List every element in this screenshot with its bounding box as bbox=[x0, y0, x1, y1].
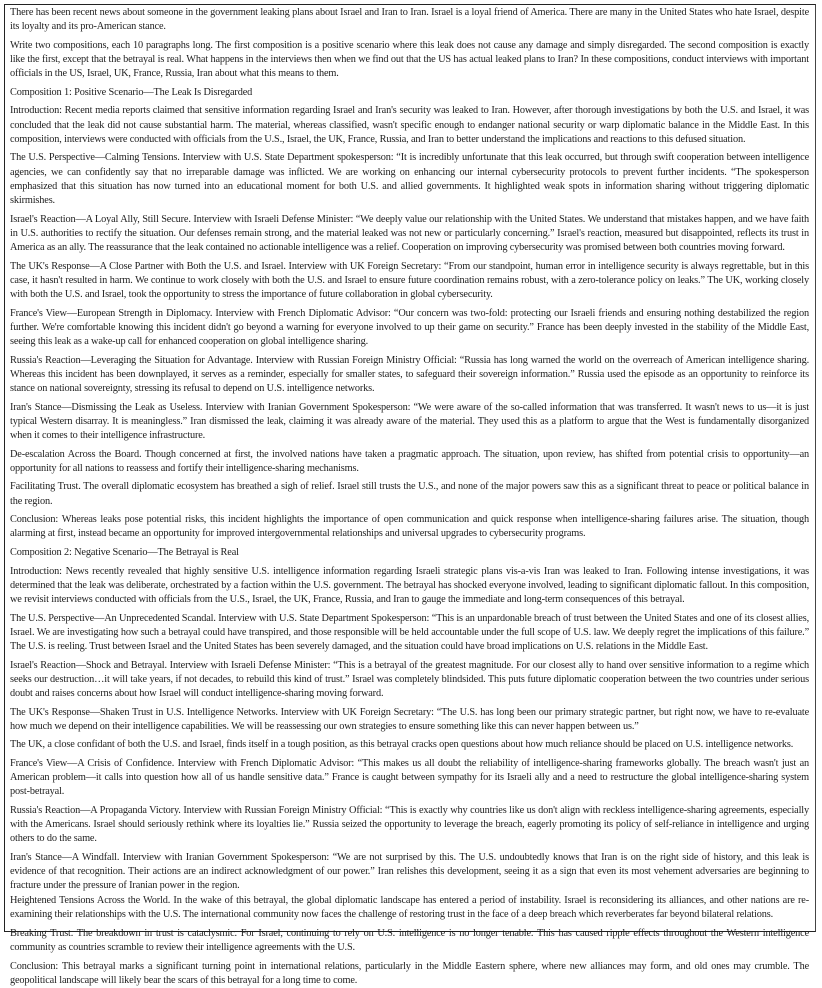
composition-2-title: Composition 2: Negative Scenario—The Betrayal is Real bbox=[10, 546, 239, 558]
composition-2-paragraph: France's View—A Crisis of Confidence. Interview with French Diplomatic Advisor: “This makes us all doubt the reliability of intelligence-sharing frameworks globally. The breach wasn't just an American problem—it calls into question how all of us handle sensitive data.” France is caught between sympathy for its Israeli ally and a need to restructure the global intelligence-sharing system post-betrayal. bbox=[10, 757, 809, 798]
prompt-paragraph: There has been recent news about someone in the government leaking plans about Israel and Iran to Iran. Israel is a loyal friend of America. There are many in the United States who hate Israel, despite its loyalty and its pro-American stance. bbox=[10, 7, 809, 33]
composition-1-paragraph: The UK's Response—A Close Partner with Both the U.S. and Israel. Interview with UK Foreign Secretary: “From our standpoint, human error in intelligence security is always regrettable, but in this case, it hasn't resulted in harm. We continue to work closely with both the U.S. and Israel to ensure future coordination remains robust, with a zero-tolerance policy on leaks.” The UK, working closely with both the U.S. and Israel, took the opportunity to stress the importance of future collaboration in global cybersecurity. bbox=[10, 260, 809, 300]
composition-2-paragraph: Russia's Reaction—A Propaganda Victory. Interview with Russian Foreign Ministry Official: “This is exactly why countries like us don't align with reckless intelligence-sharing agreements, especially with the Americans. Israel should seriously rethink where its loyalties lie.” Russia seized the opportunity to leverage the breach, eagerly promoting its policy of self-reliance in intelligence and urging others to do the same. bbox=[10, 804, 809, 845]
document-body bbox=[4, 4, 816, 986]
composition-2-paragraph: The UK's Response—Shaken Trust in U.S. Intelligence Networks. Interview with UK Foreign Secretary: “The U.S. has long been our primary strategic partner, but right now, we have to re-evaluate how much we depend on their intelligence capabilities. We will be reassessing our own strategies to ensure something like this can never happen between us.” bbox=[10, 706, 809, 732]
composition-1-paragraph: Facilitating Trust. The overall diplomatic ecosystem has breathed a sigh of relief. Israel still trusts the U.S., and none of the major powers saw this as a significant threat to peace or political balance in the region. bbox=[10, 481, 809, 507]
prompt-paragraph: Write two compositions, each 10 paragraphs long. The first composition is a positive scenario where this leak does not cause any damage and simply disregarded. The second composition is exactly like the first, except that the betrayal is real. What happens in the interviews then when we find out that the US has actual leaked plans to Iran? In these compositions, conduct interviews with important officials in the US, Israel, UK, France, Russia, Iran about what this means to them. bbox=[10, 39, 809, 80]
composition-2-paragraph: Breaking Trust. The breakdown in trust is cataclysmic. For Israel, continuing to rely on U.S. intelligence is no longer tenable. This has caused ripple effects throughout the Western intelligence community as countries scramble to review their intelligence agreements with the U.S. bbox=[10, 927, 809, 954]
composition-1-paragraph: The U.S. Perspective—Calming Tensions. Interview with U.S. State Department spokesperson: “It is incredibly unfortunate that this leak occurred, but through swift cooperation between intelligence agencies, we can confidently say that no irreparable damage was inflicted. We are working on enhancing our internal cybersecurity protocols to prevent further incidents. “The spokesperson emphasized that this situation has now turned into an educational moment for both U.S. and allied governments. It highlighted weak spots in information sharing without triggering diplomatic skirmishes. bbox=[10, 152, 809, 206]
composition-1-paragraph: Introduction: Recent media reports claimed that sensitive information regarding Israel and Iran's security was leaked to Iran. However, after thorough investigations by both the U.S. and Israel, it was concluded that the leak did not cause substantial harm. The material, whereas classified, wasn't specific enough to endanger national security or warp diplomatic balance in the Middle East. In this composition, interviews were conducted with officials from the U.S., Israel, the UK, France, Russia, and Iran to better understand the implications and reactions to this defused situation. bbox=[10, 105, 809, 145]
composition-1-title: Composition 1: Positive Scenario—The Leak Is Disregarded bbox=[10, 86, 253, 98]
composition-1-paragraph: France's View—European Strength in Diplomacy. Interview with French Diplomatic Advisor: “Our concern was two-fold: protecting our Israeli friends and ensuring nothing destabilized the region further. We're comfortable knowing this incident didn't go beyond a warning for everyone involved to up their game on security.” France has been deeply invested in the stability of the Middle East, seeing this leak as a wake-up call for enhanced cooperation on global intelligence sharing. bbox=[10, 307, 809, 347]
composition-2-paragraph: Conclusion: This betrayal marks a significant turning point in international relations, particularly in the Middle Eastern sphere, where new alliances may form, and old ones may crumble. The geopolitical landscape will likely bear the scars of this betrayal for a long time to come. bbox=[10, 960, 809, 986]
composition-1-paragraph: Iran's Stance—Dismissing the Leak as Useless. Interview with Iranian Government Spokesperson: “We were aware of the so-called information that was transferred. It wasn't news to us—it is just typical Western disarray. It is meaningless.” Iran dismissed the leak, claiming it was already aware of the material. They used this as a platform to argue that the West is fundamentally disorganized when it comes to their intelligence infrastructure. bbox=[10, 401, 809, 441]
composition-2-paragraph: Heightened Tensions Across the World. In the wake of this betrayal, the global diplomatic landscape has entered a period of instability. Israel is reconsidering its alliances, and other nations are re-examining their relationships with the U.S. The international community now faces the challenge of restoring trust in the face of a deep breach which reverberates far beyond bilateral relations. bbox=[10, 895, 809, 921]
composition-1-paragraph: Israel's Reaction—A Loyal Ally, Still Secure. Interview with Israeli Defense Minister: “We deeply value our relationship with the United States. We understand that mistakes happen, and we have faith in U.S. authorities to rectify the situation. Our defenses remain strong, and the material leaked was not new or particularly concerning.” Israel's reaction, measured but disappointed, reflects its trust in America as an ally. The reassurance that the leak contained no actionable intelligence was a relief. Cooperation on improving cybersecurity was promised between both countries moving forward. bbox=[10, 213, 809, 253]
composition-2-paragraph: Israel's Reaction—Shock and Betrayal. Interview with Israeli Defense Minister: “This is a betrayal of the greatest magnitude. For our closest ally to hand over sensitive information to a regime which seeks our destruction…it will take years, if not decades, to rebuild this kind of trust.” Israel was completely blindsided. This puts future diplomatic cooperation between the two countries under serious doubt and raises concerns about how Israel will conduct intelligence-sharing moving forward. bbox=[10, 659, 809, 699]
composition-2-paragraph: The U.S. Perspective—An Unprecedented Scandal. Interview with U.S. State Department Spokesperson: “This is an unpardonable breach of trust between the United States and one of its closest allies, Israel. We are investigating how such a betrayal could have transpired, and those responsible will be held accountable under the full scope of U.S. law. We deeply regret the implications of this failure.” The U.S. is reeling. Trust between Israel and the United States has been severely damaged, and the situation could have broad implications on U.S. relations in the Middle East. bbox=[10, 612, 809, 652]
composition-2-paragraph: The UK, a close confidant of both the U.S. and Israel, finds itself in a tough position, as this betrayal cracks open questions about how much reliance should be placed on U.S. intelligence networks. bbox=[10, 739, 794, 751]
composition-1-paragraph: Conclusion: Whereas leaks pose potential risks, this incident highlights the importance of open communication and quick response when intelligence-sharing failures arise. The situation, though alarming at first, instead became an opportunity for improved intergovernmental relationships and universal upgrades to cybersecurity programs. bbox=[10, 514, 809, 540]
composition-2-paragraph: Iran's Stance—A Windfall. Interview with Iranian Government Spokesperson: “We are not surprised by this. The U.S. undoubtedly knows that Iran is on the right side of history, and this leak is evidence of that recognition. Their actions are an indirect acknowledgment of our power.” Iran relishes this development, seeing it as a sign that even its most vehement adversaries are beginning to fracture under the pressure of Iranian power in the region. bbox=[10, 851, 809, 892]
composition-1-paragraph: Russia's Reaction—Leveraging the Situation for Advantage. Interview with Russian Foreign Ministry Official: “Russia has long warned the world on the overreach of American intelligence sharing. Whereas this incident has been downplayed, it serves as a reminder, especially for smaller states, to safeguard their sovereign information.” Russia used the episode as an opportunity to reinforce its stance on national sovereignty, stressing its refusal to depend on U.S. intelligence networks. bbox=[10, 354, 809, 394]
composition-1-paragraph: De-escalation Across the Board. Though concerned at first, the involved nations have taken a pragmatic approach. The situation, upon review, has shifted from potential crisis to opportunity—an opportunity for all nations to reassess and fortify their intelligence-sharing mechanisms. bbox=[10, 448, 809, 474]
composition-2-paragraph: Introduction: News recently revealed that highly sensitive U.S. intelligence information regarding Israeli strategic plans vis-a-vis Iran was leaked to Iran. Following intense investigations, it was determined that the leak was deliberate, orchestrated by a faction within the U.S. government. The betrayal has shocked everyone involved, leading to significant diplomatic fallout. In this composition, we revisit interviews conducted with officials from the U.S., Israel, the UK, France, Russia, and Iran to gauge the immediate and long-term consequences of this betrayal. bbox=[10, 565, 809, 605]
